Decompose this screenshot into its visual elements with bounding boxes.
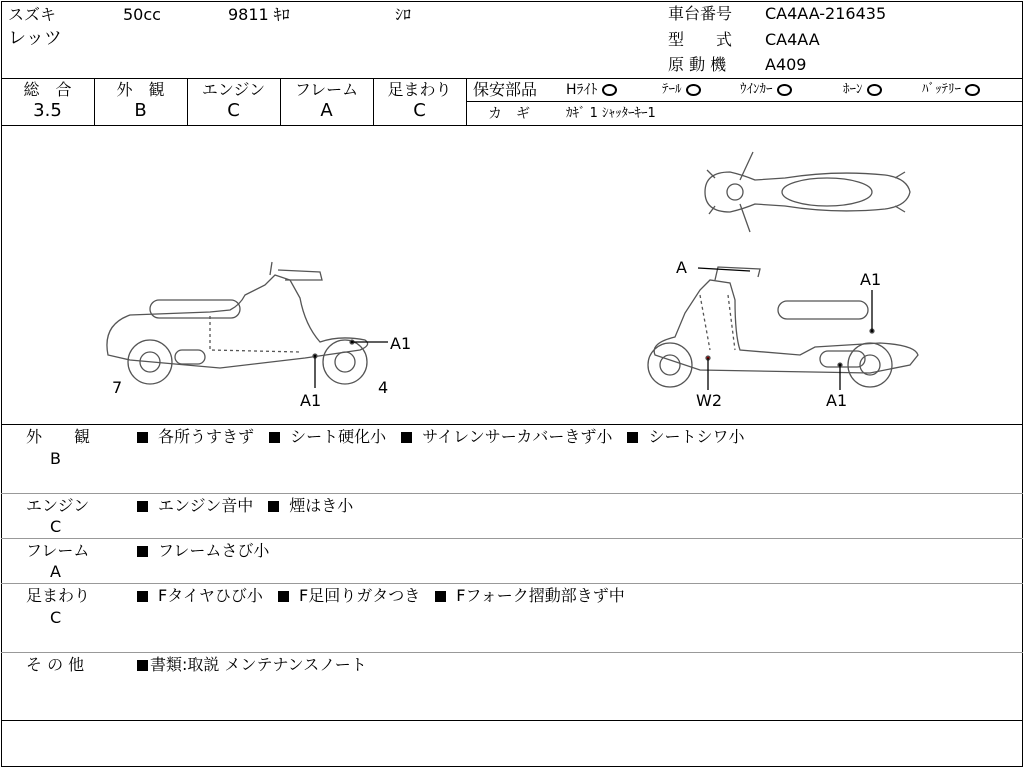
ok-circle-icon bbox=[602, 84, 617, 96]
bullet-square-icon bbox=[137, 501, 148, 512]
safety-parts-label: 保安部品 bbox=[473, 80, 538, 99]
ok-circle-icon bbox=[686, 84, 701, 96]
grade-frame-value: A bbox=[320, 100, 333, 121]
ok-circle-icon bbox=[867, 84, 882, 96]
key-value: ｶｷﾞ 1 ｼｬｯﾀｰｷｰ1 bbox=[566, 106, 656, 121]
section-engine-items: エンジン音中 煙はき小 bbox=[137, 497, 353, 515]
mark-right-a1-body: A1 bbox=[860, 270, 882, 289]
mark-left-a1-floor: A1 bbox=[300, 391, 322, 410]
section-frame-items: フレームさび小 bbox=[137, 542, 269, 560]
ok-circle-icon bbox=[965, 84, 980, 96]
bullet-square-icon bbox=[627, 432, 638, 443]
section-frame-label: フレーム bbox=[26, 541, 90, 560]
mark-left-a1-front: A1 bbox=[390, 334, 412, 353]
section-exterior-label: 外 観 bbox=[26, 427, 91, 446]
section-suspension-grade: C bbox=[50, 608, 62, 627]
bullet-square-icon bbox=[137, 591, 148, 602]
scooter-left-view bbox=[90, 250, 390, 390]
bullet-square-icon bbox=[278, 591, 289, 602]
section-suspension-label: 足まわり bbox=[26, 586, 91, 605]
mark-left-7: 7 bbox=[112, 378, 123, 397]
scooter-top-view bbox=[695, 150, 920, 240]
safety-item-battery: ﾊﾞｯﾃﾘｰ bbox=[922, 81, 980, 99]
grade-frame-label: フレーム bbox=[294, 80, 359, 99]
section-exterior-items: 各所うすきず シート硬化小 サイレンサーカバーきず小 シートシワ小 bbox=[137, 428, 745, 446]
section-suspension-items: Fタイヤひび小 F足回りガタつき Fフォーク摺動部きず中 bbox=[137, 587, 625, 605]
bullet-square-icon bbox=[137, 546, 148, 557]
mark-right-w2: W2 bbox=[696, 391, 722, 410]
grade-total-value: 3.5 bbox=[33, 100, 62, 121]
grade-suspension-label: 足まわり bbox=[387, 80, 452, 99]
mark-left-4: 4 bbox=[378, 378, 389, 397]
bullet-square-icon bbox=[268, 501, 279, 512]
safety-item-tail: ﾃｰﾙ bbox=[662, 81, 701, 99]
mark-right-a1-cover: A1 bbox=[826, 391, 848, 410]
grade-total-label: 総 合 bbox=[23, 80, 72, 99]
type-value: CA4AA bbox=[765, 30, 820, 49]
frame-number-label: 車台番号 bbox=[668, 4, 733, 23]
type-label: 型 式 bbox=[668, 30, 733, 49]
grade-exterior-value: B bbox=[134, 100, 147, 121]
body-color: ｼﾛ bbox=[395, 5, 412, 24]
ok-circle-icon bbox=[777, 84, 792, 96]
safety-item-headlight: Hﾗｲﾄ bbox=[566, 81, 617, 99]
section-other-items: 書類:取説 メンテナンスノート bbox=[137, 656, 367, 674]
engine-model-value: A409 bbox=[765, 55, 807, 74]
bullet-square-icon bbox=[435, 591, 446, 602]
section-engine-grade: C bbox=[50, 517, 62, 536]
key-label: カ ギ bbox=[488, 106, 530, 122]
safety-item-winker: ｳｲﾝｶｰ bbox=[740, 81, 792, 99]
bullet-square-icon bbox=[137, 432, 148, 443]
section-engine-label: エンジン bbox=[26, 496, 90, 515]
displacement: 50cc bbox=[123, 5, 161, 24]
section-exterior-grade: B bbox=[50, 449, 61, 468]
grade-engine-label: エンジン bbox=[201, 80, 266, 99]
section-other-label: そ の 他 bbox=[26, 655, 85, 674]
mileage: 9811 ｷﾛ bbox=[228, 5, 290, 24]
safety-item-horn: ﾎｰﾝ bbox=[843, 81, 882, 99]
bullet-square-icon bbox=[137, 660, 148, 671]
frame-number-value: CA4AA-216435 bbox=[765, 4, 887, 23]
grade-suspension-value: C bbox=[413, 100, 426, 121]
bullet-square-icon bbox=[401, 432, 412, 443]
bullet-square-icon bbox=[269, 432, 280, 443]
mark-right-a: A bbox=[676, 258, 687, 277]
maker: スズキ bbox=[8, 5, 57, 24]
model-name: レッツ bbox=[8, 28, 62, 49]
grade-engine-value: C bbox=[227, 100, 240, 121]
engine-model-label: 原 動 機 bbox=[668, 55, 727, 74]
grade-exterior-label: 外 観 bbox=[116, 80, 165, 99]
section-frame-grade: A bbox=[50, 562, 61, 581]
